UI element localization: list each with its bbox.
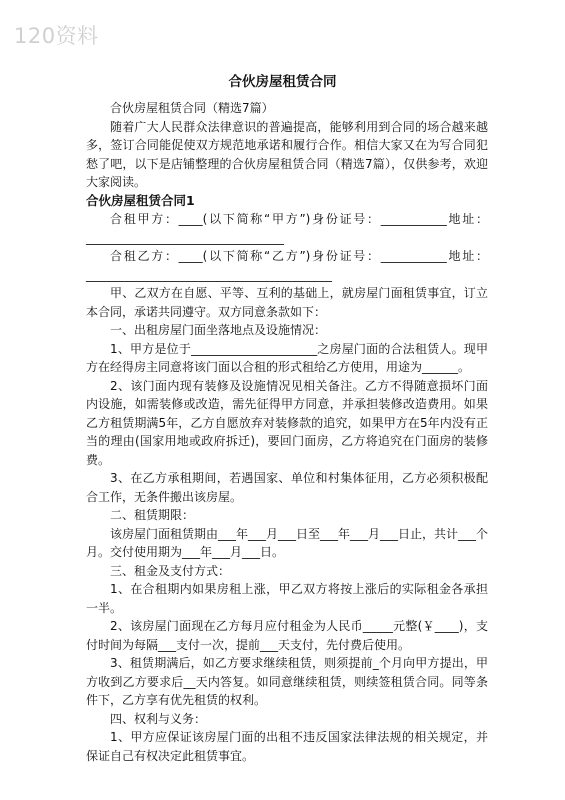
paragraph: 3、租赁期满后，如乙方要求继续租赁，则须提前_个月向甲方提出，甲方收到乙方要求后__天内答复。如同意继续租赁，则续签租赁合同。同等条件下，乙方享有优先租赁的权利。 <box>86 656 488 707</box>
document-title: 合伙房屋租赁合同 <box>228 74 337 90</box>
paragraph: 该房屋门面租赁期由___年___月___日至___年___月___日止，共计___个月。交付使用期为___年___月___日。 <box>86 526 489 559</box>
paragraph: 二、租赁期限： <box>110 508 195 522</box>
paragraph: 1、在合租期内如果房租上涨，甲乙双方将按上涨后的实际租金各承担一半。 <box>86 582 488 615</box>
section-heading: 合伙房屋租赁合同1 <box>86 192 195 208</box>
paragraph: 合租甲方：____(以下简称“甲方”)身份证号：___________地址：_________________________________ <box>86 212 488 245</box>
paragraph: 一、出租房屋门面坐落地点及设施情况： <box>110 323 327 337</box>
paragraph: 2、该房屋门面现在乙方每月应付租金为人民币_____元整(￥____)，支付时间为每隔___支付一次，提前___天支付，先付费后使用。 <box>86 619 488 652</box>
paragraph: 四、权利与义务： <box>110 711 207 726</box>
paragraph: 随着广大人民群众法律意识的普遍提高，能够利用到合同的场合越来越多，签订合同能促使双方规范地承诺和履行合作。相信大家又在为写合同犯愁了吧，以下是店铺整理的合伙房屋租赁合同（精选7篇），仅供参考，欢迎大家阅读。 <box>86 119 488 189</box>
paragraph: 1、甲方应保证该房屋门面的出租不违反国家法律法规的相关规定，并保证自己有权决定此租赁事宜。 <box>86 730 488 763</box>
paragraph: 合伙房屋租赁合同（精选7篇） <box>110 101 274 115</box>
watermark: 120资料 <box>14 24 99 48</box>
paragraph: 1、甲方是位于_____________________之房屋门面的合法租赁人。现甲方在经得房主同意将该门面以合租的形式租给乙方使用，用途为______。 <box>86 341 488 374</box>
paragraph: 3、在乙方承租期间，若遇国家、单位和村集体征用，乙方必须积极配合工作，无条件搬出该房屋。 <box>86 471 488 504</box>
paragraph: 合租乙方：____(以下简称“乙方”)身份证号：___________地址：_________________________________________ <box>86 249 488 282</box>
paragraph: 三、租金及支付方式： <box>110 563 231 578</box>
document-body <box>86 99 488 765</box>
paragraph: 甲、乙双方在自愿、平等、互利的基础上，就房屋门面租赁事宜，订立本合同，承诺共同遵守。双方同意条款如下： <box>86 286 488 319</box>
paragraph: 2、该门面内现有装修及设施情况见相关备注。乙方不得随意损坏门面内设施，如需装修或改造，需先征得甲方同意，并承担装修改造费用。如果乙方租赁期满5年，乙方自愿放弃对装修款的追究，如果甲方在5年内没有正当的理由(国家用地或政府拆迁)，要回门面房，乙方将追究在门面房的装修费。 <box>86 378 488 467</box>
